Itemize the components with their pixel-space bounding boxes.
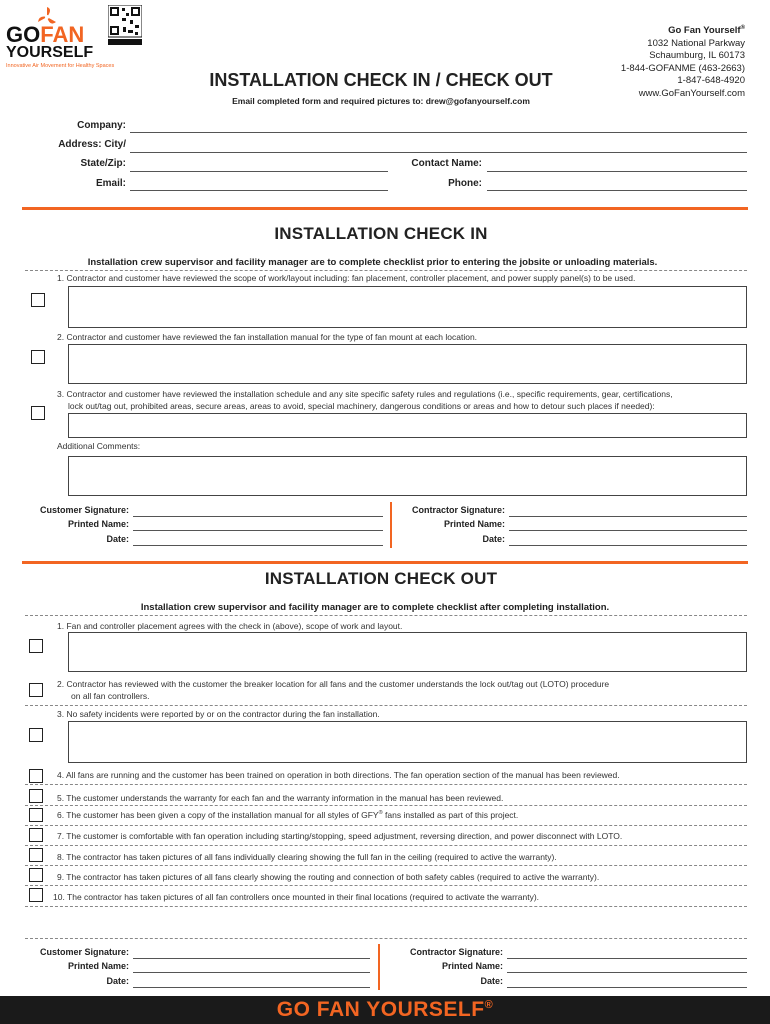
page-title: INSTALLATION CHECK IN / CHECK OUT: [209, 70, 553, 90]
row-rule-5: [25, 805, 747, 806]
checkin-customer-printed-label: Printed Name:: [67, 519, 129, 529]
checkout-contractor-printed-field[interactable]: [507, 972, 747, 973]
checkin-notes-1[interactable]: [68, 286, 747, 328]
checkin-contractor-printed-label: Printed Name:: [443, 519, 505, 529]
row-rule-8: [25, 865, 747, 866]
checkin-rule: [25, 270, 747, 271]
checkout-customer-date-field[interactable]: [133, 987, 370, 988]
checkout-customer-date-label: Date:: [106, 976, 129, 986]
checkout-notes-3[interactable]: [68, 721, 747, 763]
checkout-item-1: 1. Fan and controller placement agrees with the check in (above), scope of work and layout.: [57, 621, 403, 631]
row-rule-7: [25, 845, 747, 846]
checkin-notes-2[interactable]: [68, 344, 747, 384]
checkin-checkbox-2[interactable]: [31, 350, 45, 364]
checkout-checkbox-1[interactable]: [29, 639, 43, 653]
checkout-notes-1[interactable]: [68, 632, 747, 672]
contact-name-label: Contact Name:: [411, 158, 482, 169]
company-address1: 1032 National Parkway: [647, 37, 745, 49]
checkout-item-4: 4. All fans are running and the customer has been trained on operation in both directions. The fan operation section of the manual has been reviewed.: [57, 770, 620, 780]
company-reg: ®: [740, 25, 745, 31]
checkout-instruction: Installation crew supervisor and facility manager are to complete checklist after completing installation.: [140, 602, 610, 613]
checkin-checkbox-3[interactable]: [31, 406, 45, 420]
checkin-sig-divider: [390, 502, 392, 548]
state-zip-field[interactable]: [130, 171, 388, 172]
checkin-customer-date-label: Date:: [106, 534, 129, 544]
checkout-item-5: 5. The customer understands the warranty for each fan and the warranty information in the manual has been reviewed.: [57, 793, 504, 803]
checkout-sig-divider: [378, 944, 380, 990]
checkout-checkbox-5[interactable]: [29, 789, 43, 803]
checkout-customer-sig-label: Customer Signature:: [39, 947, 129, 957]
logo-tagline: Innovative Air Movement for Healthy Spaces: [6, 63, 115, 69]
checkout-checkbox-10[interactable]: [29, 888, 43, 902]
footer-brand-text: GO FAN YOURSELF: [276, 998, 485, 1021]
additional-comments-box[interactable]: [68, 456, 747, 496]
qr-code-icon: [108, 5, 142, 45]
checkout-contractor-date-field[interactable]: [507, 987, 747, 988]
checkout-checkbox-7[interactable]: [29, 828, 43, 842]
row-rule-6: [25, 825, 747, 826]
logo-yourself: YOURSELF: [6, 44, 94, 61]
logo-go: GO: [6, 22, 41, 47]
checkin-notes-3[interactable]: [68, 413, 747, 438]
checkin-item-3b: lock out/tag out, prohibited areas, secure areas, areas to avoid, special machinery, dangerous conditions or areas and how to detour such places if needed):: [68, 401, 655, 411]
phone-label: Phone:: [448, 178, 482, 189]
company-info: [621, 22, 745, 100]
checkin-customer-sig-field[interactable]: [133, 516, 383, 517]
checkin-checkbox-1[interactable]: [31, 293, 45, 307]
row-rule-4: [25, 784, 747, 785]
contact-name-field[interactable]: [487, 171, 747, 172]
checkout-customer-printed-label: Printed Name:: [67, 961, 129, 971]
checkout-contractor-sig-field[interactable]: [507, 958, 747, 959]
checkout-checkbox-3[interactable]: [29, 728, 43, 742]
checkout-item-6b: fans installed as part of this project.: [385, 810, 519, 820]
checkout-item-9: 9. The contractor has taken pictures of all fans clearly showing the routing and connection of both safety cables (required to active the warranty).: [57, 872, 600, 882]
checkout-item-2b: on all fan controllers.: [71, 691, 150, 701]
checkin-item-3a: 3. Contractor and customer have reviewed the installation schedule and any site specific safety rules and regulations (i.e., specific requirements, gear, certifications,: [57, 389, 673, 399]
checkout-checkbox-4[interactable]: [29, 769, 43, 783]
address-field[interactable]: [130, 152, 747, 153]
gfy-reg: ®: [378, 810, 383, 817]
checkin-customer-sig-label: Customer Signature:: [39, 505, 129, 515]
checkin-customer-printed-field[interactable]: [133, 530, 383, 531]
company-phone1: 1-844-GOFANME (463-2663): [620, 62, 745, 74]
checkout-end-rule: [25, 938, 747, 939]
email-note: Email completed form and required pictures to: drew@gofanyourself.com: [232, 96, 530, 106]
checkin-contractor-sig-label: Contractor Signature:: [411, 505, 505, 515]
section-divider-2: [22, 561, 748, 564]
address-label: Address: City/: [58, 139, 126, 150]
section-divider: [22, 207, 748, 210]
row-rule-10: [25, 906, 747, 907]
footer-brand: [0, 998, 770, 1022]
checkin-title: INSTALLATION CHECK IN: [274, 224, 488, 243]
checkout-checkbox-6[interactable]: [29, 808, 43, 822]
checkout-item-6a: 6. The customer has been given a copy of the installation manual for all styles of GFY: [57, 810, 379, 820]
checkin-item-1: 1. Contractor and customer have reviewed the scope of work/layout including: fan placement, controller placement, and power supply panel(s) to be used.: [57, 273, 636, 283]
checkout-contractor-date-label: Date:: [480, 976, 503, 986]
checkout-title: INSTALLATION CHECK OUT: [264, 569, 498, 588]
company-name: Go Fan Yourself: [668, 25, 741, 37]
checkout-item-2a: 2. Contractor has reviewed with the customer the breaker location for all fans and the customer understands the lock out/tag out (LOTO) procedure: [57, 679, 610, 689]
row-rule-9: [25, 885, 747, 886]
checkout-customer-sig-field[interactable]: [133, 958, 370, 959]
company-address2: Schaumburg, IL 60173: [649, 50, 745, 62]
checkout-checkbox-8[interactable]: [29, 848, 43, 862]
checkout-contractor-sig-label: Contractor Signature:: [409, 947, 503, 957]
checkout-checkbox-9[interactable]: [29, 868, 43, 882]
company-web: www.GoFanYourself.com: [638, 87, 745, 99]
checkin-contractor-sig-field[interactable]: [509, 516, 747, 517]
checkout-rule-2: [25, 705, 747, 706]
checkout-checkbox-2[interactable]: [29, 683, 43, 697]
email-field[interactable]: [130, 190, 388, 191]
checkout-rule: [25, 615, 747, 616]
checkout-item-7: 7. The customer is comfortable with fan operation including starting/stopping, speed adjustment, reversing direction, and power disconnect with LOTO.: [57, 831, 623, 841]
checkin-customer-date-field[interactable]: [133, 545, 383, 546]
checkin-instruction: Installation crew supervisor and facility manager are to complete checklist prior to entering the jobsite or unloading materials.: [87, 257, 658, 268]
checkin-item-2: 2. Contractor and customer have reviewed the fan installation manual for the type of fan mount at each location.: [57, 332, 478, 342]
checkout-contractor-printed-label: Printed Name:: [441, 961, 503, 971]
footer-reg: ®: [484, 999, 494, 1011]
checkout-customer-printed-field[interactable]: [133, 972, 370, 973]
checkin-contractor-date-field[interactable]: [509, 545, 747, 546]
company-phone2: 1-847-648-4920: [677, 75, 745, 87]
checkin-contractor-printed-field[interactable]: [509, 530, 747, 531]
checkout-item-10: 10. The contractor has taken pictures of all fan controllers once mounted in their final locations (required to activate the warranty).: [53, 892, 540, 902]
checkout-item-8: 8. The contractor has taken pictures of all fans individually clearing showing the full fan in the ceiling (required to active the warranty).: [57, 852, 557, 862]
checkout-item-3: 3. No safety incidents were reported by or on the contractor during the fan installation.: [57, 709, 380, 719]
company-label: Company:: [77, 120, 126, 131]
phone-field[interactable]: [487, 190, 747, 191]
company-field[interactable]: [130, 132, 747, 133]
checkin-contractor-date-label: Date:: [482, 534, 505, 544]
checkout-item-6: [57, 810, 518, 820]
logo-fan: FAN: [40, 22, 85, 47]
state-zip-label: State/Zip:: [80, 158, 126, 169]
email-label: Email:: [95, 178, 126, 189]
additional-comments-label: Additional Comments:: [57, 441, 141, 451]
